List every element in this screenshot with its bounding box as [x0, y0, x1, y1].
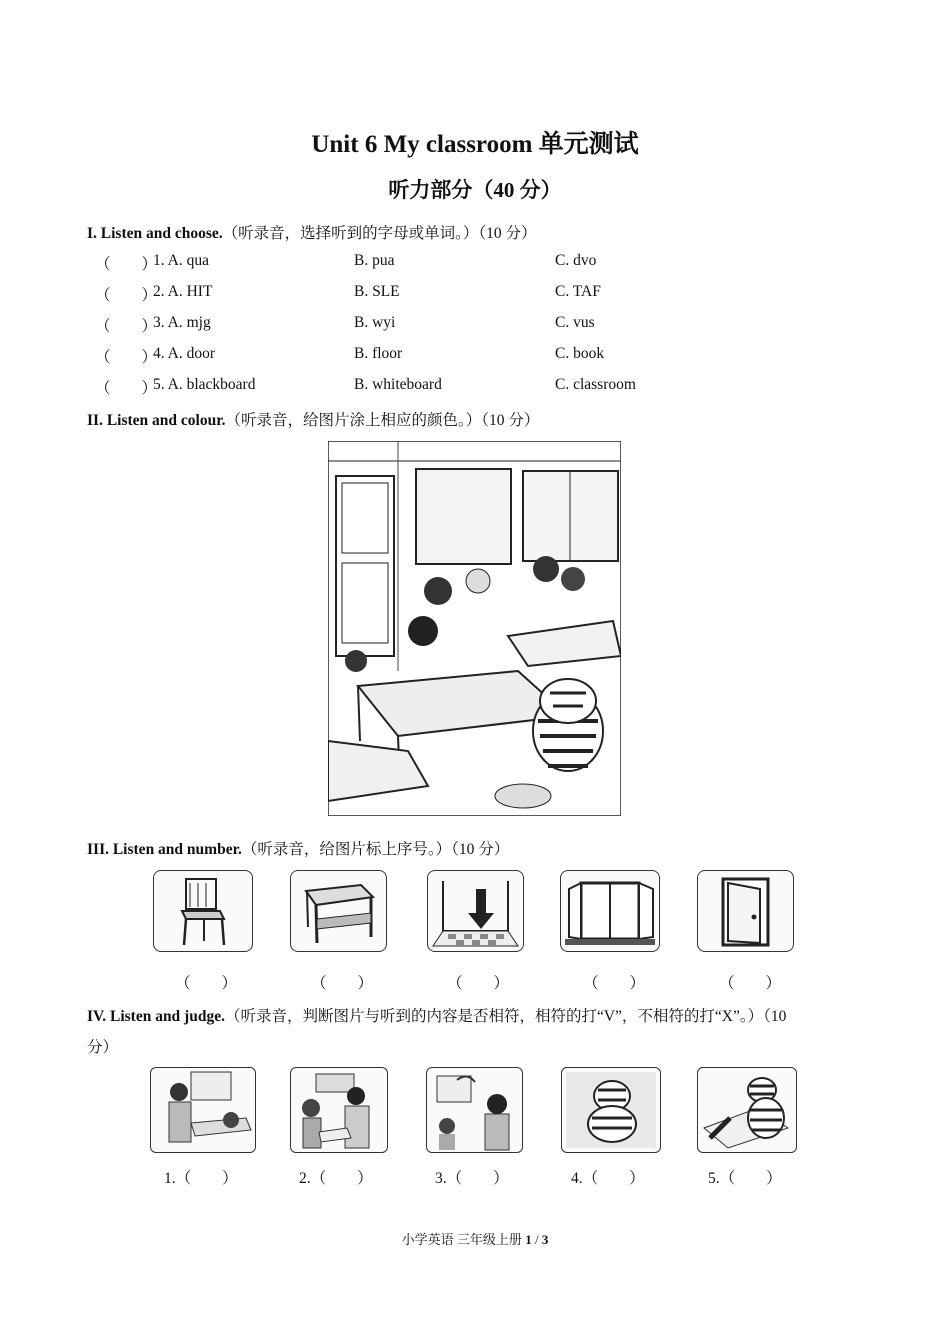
number-answer-4[interactable]: （ ）: [583, 975, 646, 992]
option-a: 3. A. mjg: [153, 314, 211, 331]
section-2-title: II. Listen and colour.: [87, 412, 226, 429]
door-icon: [697, 870, 794, 952]
page-total: 3: [541, 1232, 549, 1247]
section-1-instruction: （听录音，选择听到的字母或单词。）（10 分）: [222, 225, 537, 242]
number-answer-2[interactable]: （ ）: [311, 975, 374, 992]
section-3-title: III. Listen and number.: [87, 841, 242, 858]
judge-answer-5[interactable]: 5.（ ）: [708, 1170, 782, 1187]
section-3-heading: [87, 837, 509, 859]
option-c: C. classroom: [555, 376, 636, 393]
section-3-instruction: （听录音，给图片标上序号。）（10 分）: [241, 841, 510, 858]
section-4-heading-cont: [87, 1035, 118, 1057]
answer-paren[interactable]: （ ）: [95, 380, 158, 397]
option-a: 5. A. blackboard: [153, 376, 256, 393]
option-b: B. floor: [354, 345, 403, 362]
answer-paren[interactable]: （ ）: [95, 256, 158, 273]
option-a: 4. A. door: [153, 345, 215, 362]
classroom-scene-illustration: [328, 441, 621, 816]
judge-answer-3[interactable]: 3.（ ）: [435, 1170, 509, 1187]
section-4-heading: [87, 1004, 877, 1026]
section-4-title: IV. Listen and judge.: [87, 1008, 225, 1025]
section-1-heading: [87, 221, 537, 243]
section-4-instruction-cont: 分）: [87, 1039, 119, 1056]
section-2-instruction: （听录音，给图片涂上相应的颜色。）（10 分）: [225, 412, 540, 429]
footer-text: 小学英语 三年级上册: [401, 1232, 522, 1247]
answer-paren[interactable]: （ ）: [95, 318, 158, 335]
chair-icon: [153, 870, 253, 952]
judge-answer-2[interactable]: 2.（ ）: [299, 1170, 373, 1187]
option-c: C. dvo: [555, 252, 597, 269]
page-separator: /: [534, 1232, 539, 1247]
option-b: B. pua: [354, 252, 395, 269]
judge-picture-3: [426, 1067, 523, 1153]
option-b: B. SLE: [354, 283, 400, 300]
judge-picture-2: [290, 1067, 388, 1153]
section-4-instruction: （听录音，判断图片与听到的内容是否相符，相符的打“V”，不相符的打“X”。）（10: [224, 1008, 787, 1025]
judge-answer-4[interactable]: 4.（ ）: [571, 1170, 645, 1187]
option-b: B. whiteboard: [354, 376, 442, 393]
option-a: 1. A. qua: [153, 252, 209, 269]
number-answer-1[interactable]: （ ）: [175, 975, 238, 992]
section-1-title: I. Listen and choose.: [87, 225, 223, 242]
option-c: C. TAF: [555, 283, 601, 300]
option-c: C. book: [555, 345, 605, 362]
page-subtitle: 听力部分（40 分）: [388, 178, 562, 202]
option-b: B. wyi: [354, 314, 396, 331]
page-number: 1: [525, 1232, 532, 1247]
window-icon: [560, 870, 660, 952]
page-footer: [0, 1229, 950, 1248]
answer-paren[interactable]: （ ）: [95, 349, 158, 366]
judge-picture-4: [561, 1067, 661, 1153]
number-answer-3[interactable]: （ ）: [447, 975, 510, 992]
answer-paren[interactable]: （ ）: [95, 287, 158, 304]
judge-picture-5: [697, 1067, 797, 1153]
page-title: Unit 6 My classroom 单元测试: [311, 131, 639, 158]
option-a: 2. A. HIT: [153, 283, 213, 300]
floor-arrow-icon: [427, 870, 524, 952]
desk-icon: [290, 870, 387, 952]
option-c: C. vus: [555, 314, 595, 331]
judge-picture-1: [150, 1067, 256, 1153]
number-answer-5[interactable]: （ ）: [719, 975, 782, 992]
judge-answer-1[interactable]: 1.（ ）: [164, 1170, 238, 1187]
section-2-heading: [87, 408, 539, 430]
